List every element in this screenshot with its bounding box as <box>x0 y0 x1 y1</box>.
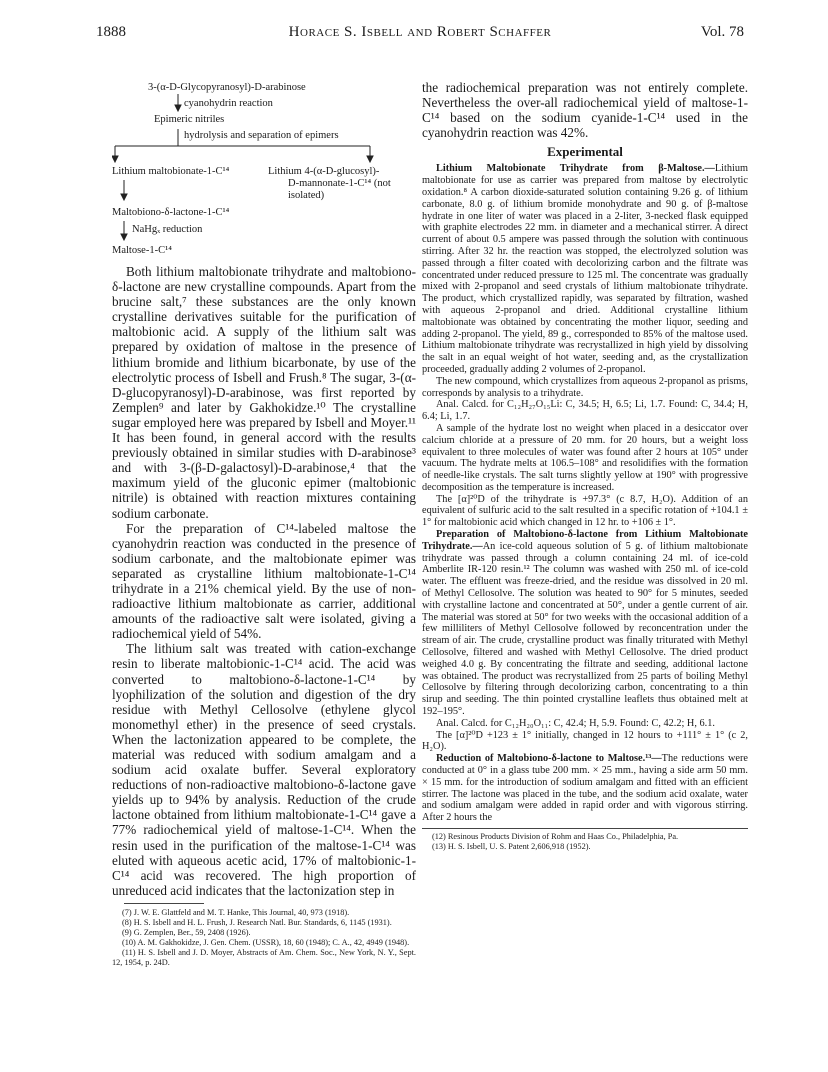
body-paragraph-2: For the preparation of C¹⁴-labeled maltose the cyanohydrin reaction was conducted in the presence of sodium carbonate, and the maltobionate epimer was separated as crystalline lithium maltobionate-1-C¹⁴ trihydrate in a 21% chemical yield. By the use of non-radioactive lithium maltobionate as carrier, additional amounts of the radioactive salt were isolated, giving a radiochemical yield of 54%. <box>112 520 416 642</box>
footnote-rule <box>124 903 204 904</box>
exp-rotation-2: The [α]²⁰D +123 ± 1° initially, changed in 12 hours to +111° ± 1° (c 2, H₂O). <box>422 729 748 753</box>
right-footnote-rule <box>422 828 748 829</box>
exp-lactone-prep-title: Preparation of Maltobiono-δ-lactone from Lithium Maltobionate Trihydrate.— <box>422 529 748 552</box>
left-column <box>112 80 416 968</box>
page-header <box>96 24 744 46</box>
footnote-10: (10) A. M. Gakhokidze, J. Gen. Chem. (USSR), 18, 60 (1948); C. A., 42, 4949 (1948). <box>122 937 410 947</box>
scheme-step-reduction: NaHgₓ reduction <box>132 224 203 235</box>
exp-hydrate-sample: A sample of the hydrate lost no weight when placed in a desiccator over calcium chloride at a pressure of 20 mm. for 20 hours, but a weight loss equivalent to three molecules of water was found after 2 hours at 105° under vacuum. The hydrate melts at 106.5–108° and resolidifies with the formation of needle-like crystals. The salt turns slightly yellow at 190° with progressive decomposition as the temperature is increased. <box>422 422 748 493</box>
exp-reduction-text: The reductions were conducted at 0° in a glass tube 200 mm. × 25 mm., having a side arm 50 mm. × 15 mm. for the introduction of sodium amalgam and fitted with an efficient stirrer. The lactone was placed in the tube, and the sodium acid oxalate, water and sodium amalgam were added in rapid order and with vigorous stirring. After 2 hours the <box>422 753 748 824</box>
footnote-13: (13) H. S. Isbell, U. S. Patent 2,606,918 (1952). <box>432 842 591 851</box>
exp-analysis-2: Anal. Calcd. for C₁₂H₂₀O₁₁: C, 42.4; H, 5.9. Found: C, 42.2; H, 6.1. <box>436 717 715 729</box>
footnote-8: (8) H. S. Isbell and H. L. Frush, J. Research Natl. Bur. Standards, 6, 1145 (1931). <box>122 917 392 927</box>
footnote-12: (12) Resinous Products Division of Rohm and Haas Co., Philadelphia, Pa. <box>432 832 679 841</box>
footnote-7: (7) J. W. E. Glattfeld and M. T. Hanke, This Journal, 40, 973 (1918). <box>122 907 350 917</box>
right-column <box>422 80 748 852</box>
intro-paragraph: the radiochemical preparation was not entirely complete. Nevertheless the over-all radiochemical yield of maltose-1-C¹⁴ based on the sodium cyanide-1-C¹⁴ used in the cyanohydrin reaction was 42%. <box>422 80 748 141</box>
running-title: Horace S. Isbell and Robert Schaffer <box>288 24 552 40</box>
exp-reduction-title: Reduction of Maltobiono-δ-lactone to Maltose.¹³— <box>436 753 662 765</box>
exp-lithium-maltobionate <box>422 163 748 375</box>
scheme-right-product-3: isolated) <box>288 190 325 201</box>
scheme-step-cyanohydrin: cyanohydrin reaction <box>184 98 273 109</box>
scheme-right-product-2: D-mannonate-1-C¹⁴ (not <box>288 178 391 189</box>
scheme-left-product: Lithium maltobionate-1-C¹⁴ <box>112 166 230 177</box>
body-paragraph-3: The lithium salt was treated with cation-exchange resin to liberate maltobionic-1-C¹⁴ acid. The acid was converted to maltobiono-δ-lactone-1-C¹⁴ by lyophilization of the solution and digestion of the dry residue with Methyl Cellosolve (ethylene glycol monomethyl ether) in the presence of seed crystals. When the lactonization appeared to be complete, the material was reduced with sodium amalgam and a sodium acid oxalate buffer. Several exploratory reductions of non-radioactive maltobiono-δ-lactone gave yields up to 94% by analysis. Reduction of the crude lactone obtained from lithium maltobionate-1-C¹⁴ gave a 77% radiochemical yield of maltose-1-C¹⁴. When the resin used in the purification of the maltose-1-C¹⁴ was eluted with aqueous acetic acid, 17% of maltobionic-1-C¹⁴ acid was recovered. The high proportion of unreduced acid indicates that the lactonization step in <box>112 641 416 898</box>
exp-reduction <box>422 753 748 824</box>
exp-rotation-1: The [α]²⁰D of the trihydrate is +97.3° (c 8.7, H₂O). Addition of an equivalent of sulfuric acid to the salt resulted in a specific rotation of +104.1 ± 1° for maltobionic acid which changed in 12 hr. to +106 ± 1°. <box>422 493 748 529</box>
scheme-lactone: Maltobiono-δ-lactone-1-C¹⁴ <box>112 207 230 218</box>
section-heading: Experimental <box>547 144 623 160</box>
scheme-final: Maltose-1-C¹⁴ <box>112 245 172 256</box>
exp-lactone-prep <box>422 529 748 718</box>
scheme-start: 3-(α-D-Glycopyranosyl)-D-arabinose <box>148 82 306 93</box>
scheme-right-product-1: Lithium 4-(α-D-glucosyl)- <box>268 166 380 177</box>
scheme-step-hydrolysis: hydrolysis and separation of epimers <box>184 130 339 141</box>
volume-number: Vol. 78 <box>700 24 744 40</box>
exp-lactone-prep-text: An ice-cold aqueous solution of 5 g. of lithium maltobionate trihydrate was passed through a column containing 24 ml. of ice-cold Amberlite IR-120 resin.¹² The column was washed with 250 ml. of ice-cold water. The effluent was freeze-dried, and the residue was dissolved in 20 ml. of Methyl Cellosolve. The solution was heated to 90° for 5 minutes, seeded with crystalline lactone and concentrated at 50°, under a gentle current of air. The material was stored at 50° for two weeks with the occasional addition of a few milliliters of Methyl Cellosolve followed by reconcentration under the stream of air. The crude, crystalline product was finally triturated with Methyl Cellosolve, filtered and washed with Methyl Cellosolve. The dried product weighed 4.0 g. By concentrating the filtrate and seeding, additional lactone was obtained. The product was recrystallized from 25 parts of boiling Methyl Cellosolve by filtering through decolorizing carbon, concentrating to a thin sirup and seeding. The thin pointed crystalline leaflets thus obtained melt at 192–195°. <box>422 540 748 718</box>
exp-analysis-1: Anal. Calcd. for C₁₂H₂₇O₁₅Li: C, 34.5; H, 6.5; Li, 1.7. Found: C, 34.4; H, 6.4; Li, 1.7. <box>422 399 748 423</box>
footnote-11: (11) H. S. Isbell and J. D. Moyer, Abstracts of Am. Chem. Soc., New York, N. Y., Sept. 12, 1954, p. 24D. <box>112 947 416 967</box>
body-paragraph-1: Both lithium maltobionate trihydrate and maltobiono-δ-lactone are new crystalline compounds. Apart from the brucine salt,⁷ these substances are the only known crystalline derivatives suitable for the purification of maltobionic acid. A supply of the lithium salt was prepared by oxidation of maltose in the presence of lithium bromide and lithium bicarbonate, by use of the electrolytic process of Isbell and Frush.⁸ The sugar, 3-(α-D-glucopyranosyl)-D-arabinose, was first reported by Zemplen⁹ and later by Gakhokidze.¹⁰ The crystalline sugar employed here was prepared by Isbell and Moyer.¹¹ It has been found, in general accord with the results previously obtained in similar studies with D-arabinose³ and with 3-(β-D-galactosyl)-D-arabinose,⁴ that the maximum yield of the gluconic epimer (maltobionic nitrile) is obtained with reaction mixtures containing sodium carbonate. <box>112 264 416 521</box>
footnote-9: (9) G. Zemplen, Ber., 59, 2408 (1926). <box>122 927 251 937</box>
scheme-nitriles: Epimeric nitriles <box>154 114 225 125</box>
exp-lithium-maltobionate-text: Lithium maltobionate for use as carrier was prepared from maltose by electrolytic oxidation.⁸ A carbon dioxide-saturated solution containing 9.26 g. of lithium carbonate, 8.0 g. of lithium bromide monohydrate and 90 g. of β-maltose hydrate in one liter of water was placed in a 2-liter, 3-necked flask equipped with graphite electrodes 22 mm. in diameter and a mechanical stirrer. A direct current of about 0.5 ampere was passed through the solution with continuous stirring. After 32 hr. the reaction was stopped, the electrolyzed solution was passed through a filter coated with decolorizing carbon and the filtrate was concentrated under reduced pressure to 125 ml. The concentrate was gradually mixed with 2-propanol and seed crystals of lithium maltobionate trihydrate. The product, which crystallized rapidly, was separated by filtration, washed with aqueous 2-propanol and dried. Additional crystalline lithium maltobionate was obtained by concentrating the mother liquor, seeding and adding 2-propanol. The yield, 89 g., corresponded to 85% of the maltose used. Lithium maltobionate trihydrate was recrystallized in high yield by dissolving the salt in an equal weight of hot water, seeding and, as the crystallization proceeded, gradually adding 2 volumes of 2-propanol. <box>422 163 748 375</box>
exp-lithium-maltobionate-title: Lithium Maltobionate Trihydrate from β-Maltose.— <box>436 163 715 175</box>
page-number: 1888 <box>96 24 126 40</box>
exp-trihydrate-note: The new compound, which crystallizes from aqueous 2-propanol as prisms, corresponds by analysis to a trihydrate. <box>422 375 748 399</box>
reaction-scheme <box>112 80 416 264</box>
